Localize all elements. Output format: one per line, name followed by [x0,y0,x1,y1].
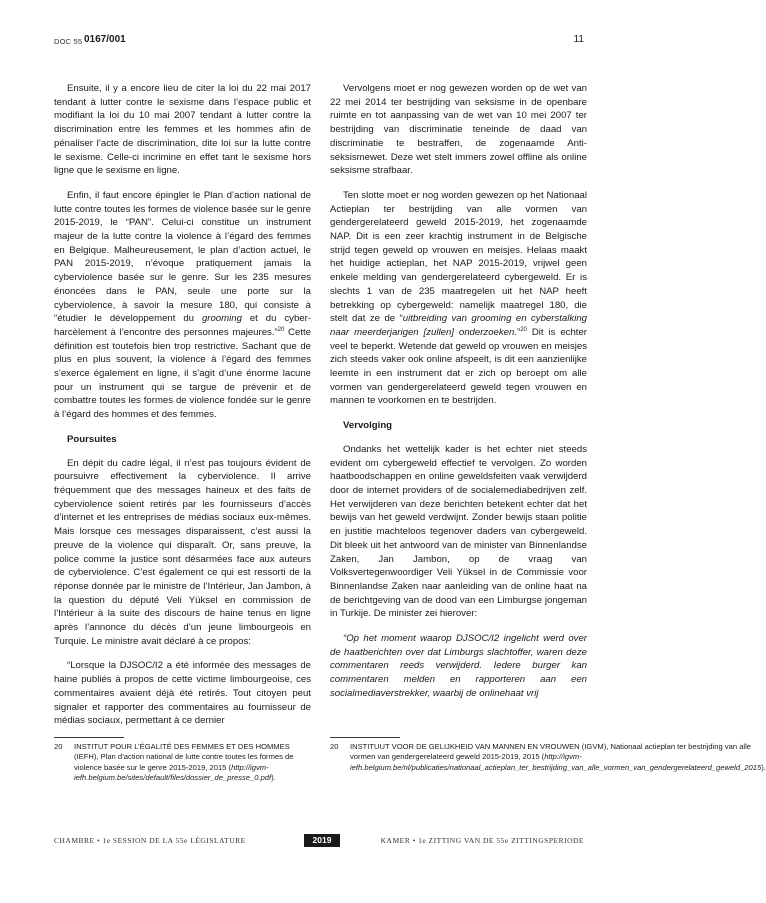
emphasis: grooming [201,313,242,325]
footnote-number: 20 [54,742,63,751]
french-column [54,82,311,728]
section-heading: Vervolging [343,420,393,432]
emphasis: uitbreiding van grooming en cyberstalking naar meerderjarigen [zullen] onderzoeken. [330,313,587,338]
doc-number: 0167/001 [84,34,126,45]
footnote-link[interactable]: http://igvm-iefh.belgium.be/sites/default/files/dossier_de_presse_0.pdf [74,762,272,783]
footnote-divider [54,737,124,738]
footnote-area-left [54,737,311,784]
paragraph: Ensuite, il y a encore lieu de citer la loi du 22 mai 2017 tendant à lutter contre le sexisme dans l’espace public et modifiant la loi du 10 mai 2007 tendant à lutter contre la discrimination entre les femmes et les hommes afin de pénaliser l’acte de discrimination, dite loi sur la lutte contre le sexisme. Celle-ci incrimine en effet tant le sexisme hors ligne que le sexisme en ligne. [54,83,311,177]
footnote-link[interactable]: http://igvm-iefh.belgium.be/nl/publicaties/nationaal_actieplan_ter_bestrijding_van_alle_vormen_van_gendergerelateerd_geweld_2015 [350,752,762,772]
paragraph: En dépit du cadre légal, il n’est pas toujours évident de poursuivre effectivement la cyberviolence. Il arrive fréquemment que des messages haineux et des faits de cyberviolence soient retirés par les fournisseurs d’accès d’internet et les entreprises de médias sociaux eux-mêmes. Mais lorsque ces messages disparaissent, c’est aussi la preuve de la violence qui disparaît. Or, sans preuve, la police comme la justice sont désarmées face aux auteurs de cyberviolence. C’est également ce qui est ressorti de la réponse donnée par le ministre de l’Intérieur, Jan Jambon, à la question du député Veli Yüksel en commission de l’Intérieur à la suite des discours de haine tenus en ligne après l’annonce du décès d’un jeune limbourgeois en Turquie. Le ministre avait déclaré à ce propos: [54,457,311,647]
footnote-text: INSTITUT POUR L’ÉGALITÉ DES FEMMES ET DES HOMMES (IEFH), Plan d’action national de lutte contre toutes les formes de violence basée sur le genre 2015-2019, 2015 (http://igvm-iefh.belgium.be/sites/default/files/dossier_de_presse_0.pdf). [74,742,294,783]
paragraph: Vervolgens moet er nog gewezen worden op de wet van 22 mei 2014 ter bestrijding van seksisme in de openbare ruimte en tot aanpassing van de wet van 10 mei 2007 ter bestrijding van discriminatie teneinde de daad van discriminatie te bestraffen, de zogenaamde Anti-seksismewet. Deze wet stelt immers zowel offline als online seksisme strafbaar. [330,83,587,177]
page-header [54,34,584,50]
quotation: “Lorsque la DJSOC/I2 a été informée des messages de haine publiés à propos de cette victime limbourgeoise, ces commentaires avaient déjà été retirés. Tout citoyen peut signaler et rapporter des commentaires au fournisseur de médias sociaux, permettant à ce dernier [54,660,311,727]
page-footer [54,834,584,848]
doc-label: DOC 55 [54,37,83,46]
footer-chamber-label: CHAMBRE • 1e SESSION DE LA 55e LÉGISLATURE [54,836,246,845]
footnote-divider [330,737,400,738]
footnote [330,742,766,773]
footer-year-badge: 2019 [304,834,340,847]
section-heading: Poursuites [67,433,117,445]
footnote-reference[interactable]: 20 [520,326,527,333]
dutch-column [330,82,587,701]
paragraph: Ten slotte moet er nog worden gewezen op het Nationaal Actieplan ter bestrijding van alle vormen van gendergerelateerd geweld 2015-2019, het zogenaamde NAP. Dit is een zeer krachtig instrument in de Belgische strijd tegen geweld op vrouwen en meisjes. Helaas maakt het huidige actieplan, het NAP 2015-2019, vrijwel geen enkele melding van gendergerelateerd cybergeweld. Er is slechts 1 van de 235 maatregelen uit het NAP heeft betrekking op cybergeweld: namelijk maatregel 180, die stelt dat ze de “uitbreiding van grooming en cyberstalking naar meerderjarigen [zullen] onderzoeken.”$^{20}$ Dit is echter veel te beperkt. Wetende dat geweld op vrouwen en meisjes zich steeds vaker ook online afspeelt, is dit een aanzienlijke leemte in een instrument dat er zich op beroept om alle vormen van gendergerelateerd geweld tegen vrouwen en mannen te voorkomen en te bestrijden. [330,189,587,407]
quotation: “Op het moment waarop DJSOC/I2 ingelicht werd over de haatberichten over dat Limburgs slachtoffer, waren deze commentaren reeds verwijderd. Iedere burger kan commentaren melden en rapporteren aan een socialmediaverstrekker, waarbij de onlinehaat vrij [330,633,587,699]
footnote-reference[interactable]: 20 [277,326,285,333]
footnote [54,742,311,784]
paragraph: Enfin, il faut encore épingler le Plan d’action national de lutte contre toutes les formes de violence basée sur le genre 2015-2019, le “PAN”. Celui-ci constitue un instrument majeur de la lutte contre la violence à l’égard des femmes en Belgique. Malheureusement, le plan d’action actuel, le PAN 2015-2019, n’évoque pratiquement jamais la cyberviolence basée sur le genre. Sur les 235 mesures énoncées dans le PAN, seule une porte sur la cyberviolence, à savoir la mesure 180, qui consiste à “étudier le développement du grooming et du cyber-harcèlement à l’encontre des personnes majeures.”$^{20}$ Cette définition est toutefois bien trop restrictive. Sachant que de plus en plus souvent, la violence à l’égard des femmes s’exerce également en ligne, il s’agit d’une énorme lacune pour un instrument qui se targue de prévenir et de combattre toutes les formes de violence fondée sur le genre à l’égard des hommes et des femmes. [54,189,312,421]
page-number: 11 [573,34,584,45]
footer-kamer-label: KAMER • 1e ZITTING VAN DE 55e ZITTINGSPERIODE [380,836,584,845]
paragraph: Ondanks het wettelijk kader is het echter niet steeds evident om cybergeweld effectief te vervolgen. Zo worden haatboodschappen en online geweldsfeiten vaak verwijderd door de internet providers of de socialemediabedrijven zelf. Het verwijderen van deze berichten betekent echter dat het bewijs van het geweld verdwijnt. Zonder bewijs staan politie en justitie machteloos tegenover daders van cybergeweld. Dit bleek uit het antwoord van de minister van Binnenlandse Zaken, Jan Jambon, op de vraag van Volksvertegenwoordiger Veli Yüksel in de Commissie voor Binnenlandse Zaken naar aanleiding van de online haat na de berichtgeving van de dood van een Limburgse jongeman in Turkije. De minister zei hierover: [330,443,587,620]
footnote-area-right [330,737,766,773]
footnote-text: INSTITUUT VOOR DE GELIJKHEID VAN MANNEN EN VROUWEN (IGVM), Nationaal actieplan ter bestrijding van alle vormen van gendergerelateerd geweld 2015-2019, 2015 (http://igvm-iefh.belgium.be/nl/publicaties/nationaal_actieplan_ter_bestrijding_van_alle_vormen_van_gendergerelateerd_geweld_2015). [350,742,766,772]
footnote-number: 20 [330,742,339,751]
